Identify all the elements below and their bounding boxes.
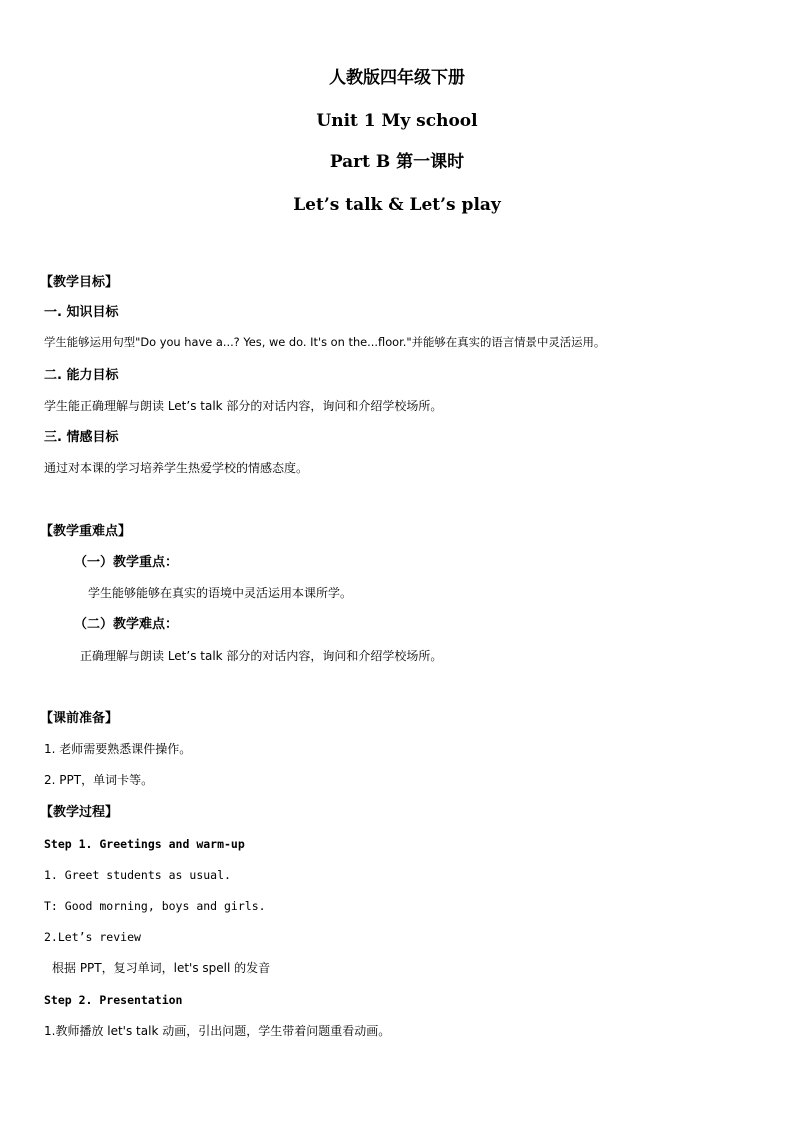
objective-knowledge-title: 一. 知识目标 (44, 305, 119, 320)
step2-line-1: 1.教师播放 let's talk 动画，引出问题，学生带着问题重看动画。 (44, 1024, 391, 1038)
objective-ability-text: 学生能正确理解与朗读 Let’s talk 部分的对话内容，询问和介绍学校场所。 (44, 399, 443, 413)
step1-line-3: 2.Let’s review (44, 930, 141, 944)
key-focus-text: 学生能够能够在真实的语境中灵活运用本课所学。 (88, 586, 353, 600)
key-focus-title: （一）教学重点： (74, 555, 179, 570)
key-difficulty-title: （二）教学难点： (74, 617, 179, 632)
section-heading-key-points: 【教学重难点】 (40, 524, 132, 539)
section-heading-objectives: 【教学目标】 (40, 275, 119, 290)
doc-title-lesson: Let’s talk & Let’s play (293, 195, 501, 215)
doc-title-publisher: 人教版四年级下册 (329, 68, 465, 88)
doc-title-unit: Unit 1 My school (316, 111, 478, 131)
section-heading-preparation: 【课前准备】 (40, 711, 119, 726)
key-difficulty-text: 正确理解与朗读 Let’s talk 部分的对话内容，询问和介绍学校场所。 (80, 649, 443, 663)
step1-line-1: 1. Greet students as usual. (44, 868, 231, 882)
objective-knowledge-text: 学生能够运用句型"Do you have a...? Yes, we do. It's on the...floor."并能够在真实的语言情景中灵活运用。 (44, 335, 606, 349)
section-heading-process: 【教学过程】 (40, 805, 119, 820)
step2-title: Step 2. Presentation (44, 993, 183, 1007)
objective-emotion-title: 三. 情感目标 (44, 430, 119, 445)
doc-title-part: Part B 第一课时 (329, 152, 465, 172)
step1-line-4: 根据 PPT，复习单词，let's spell 的发音 (52, 961, 271, 975)
objective-emotion-text: 通过对本课的学习培养学生热爱学校的情感态度。 (44, 461, 309, 475)
preparation-item-2: 2. PPT，单词卡等。 (44, 773, 154, 787)
objective-ability-title: 二. 能力目标 (44, 368, 119, 383)
step1-title: Step 1. Greetings and warm-up (44, 837, 245, 851)
preparation-item-1: 1. 老师需要熟悉课件操作。 (44, 742, 192, 756)
step1-line-2: T: Good morning, boys and girls. (44, 899, 266, 913)
